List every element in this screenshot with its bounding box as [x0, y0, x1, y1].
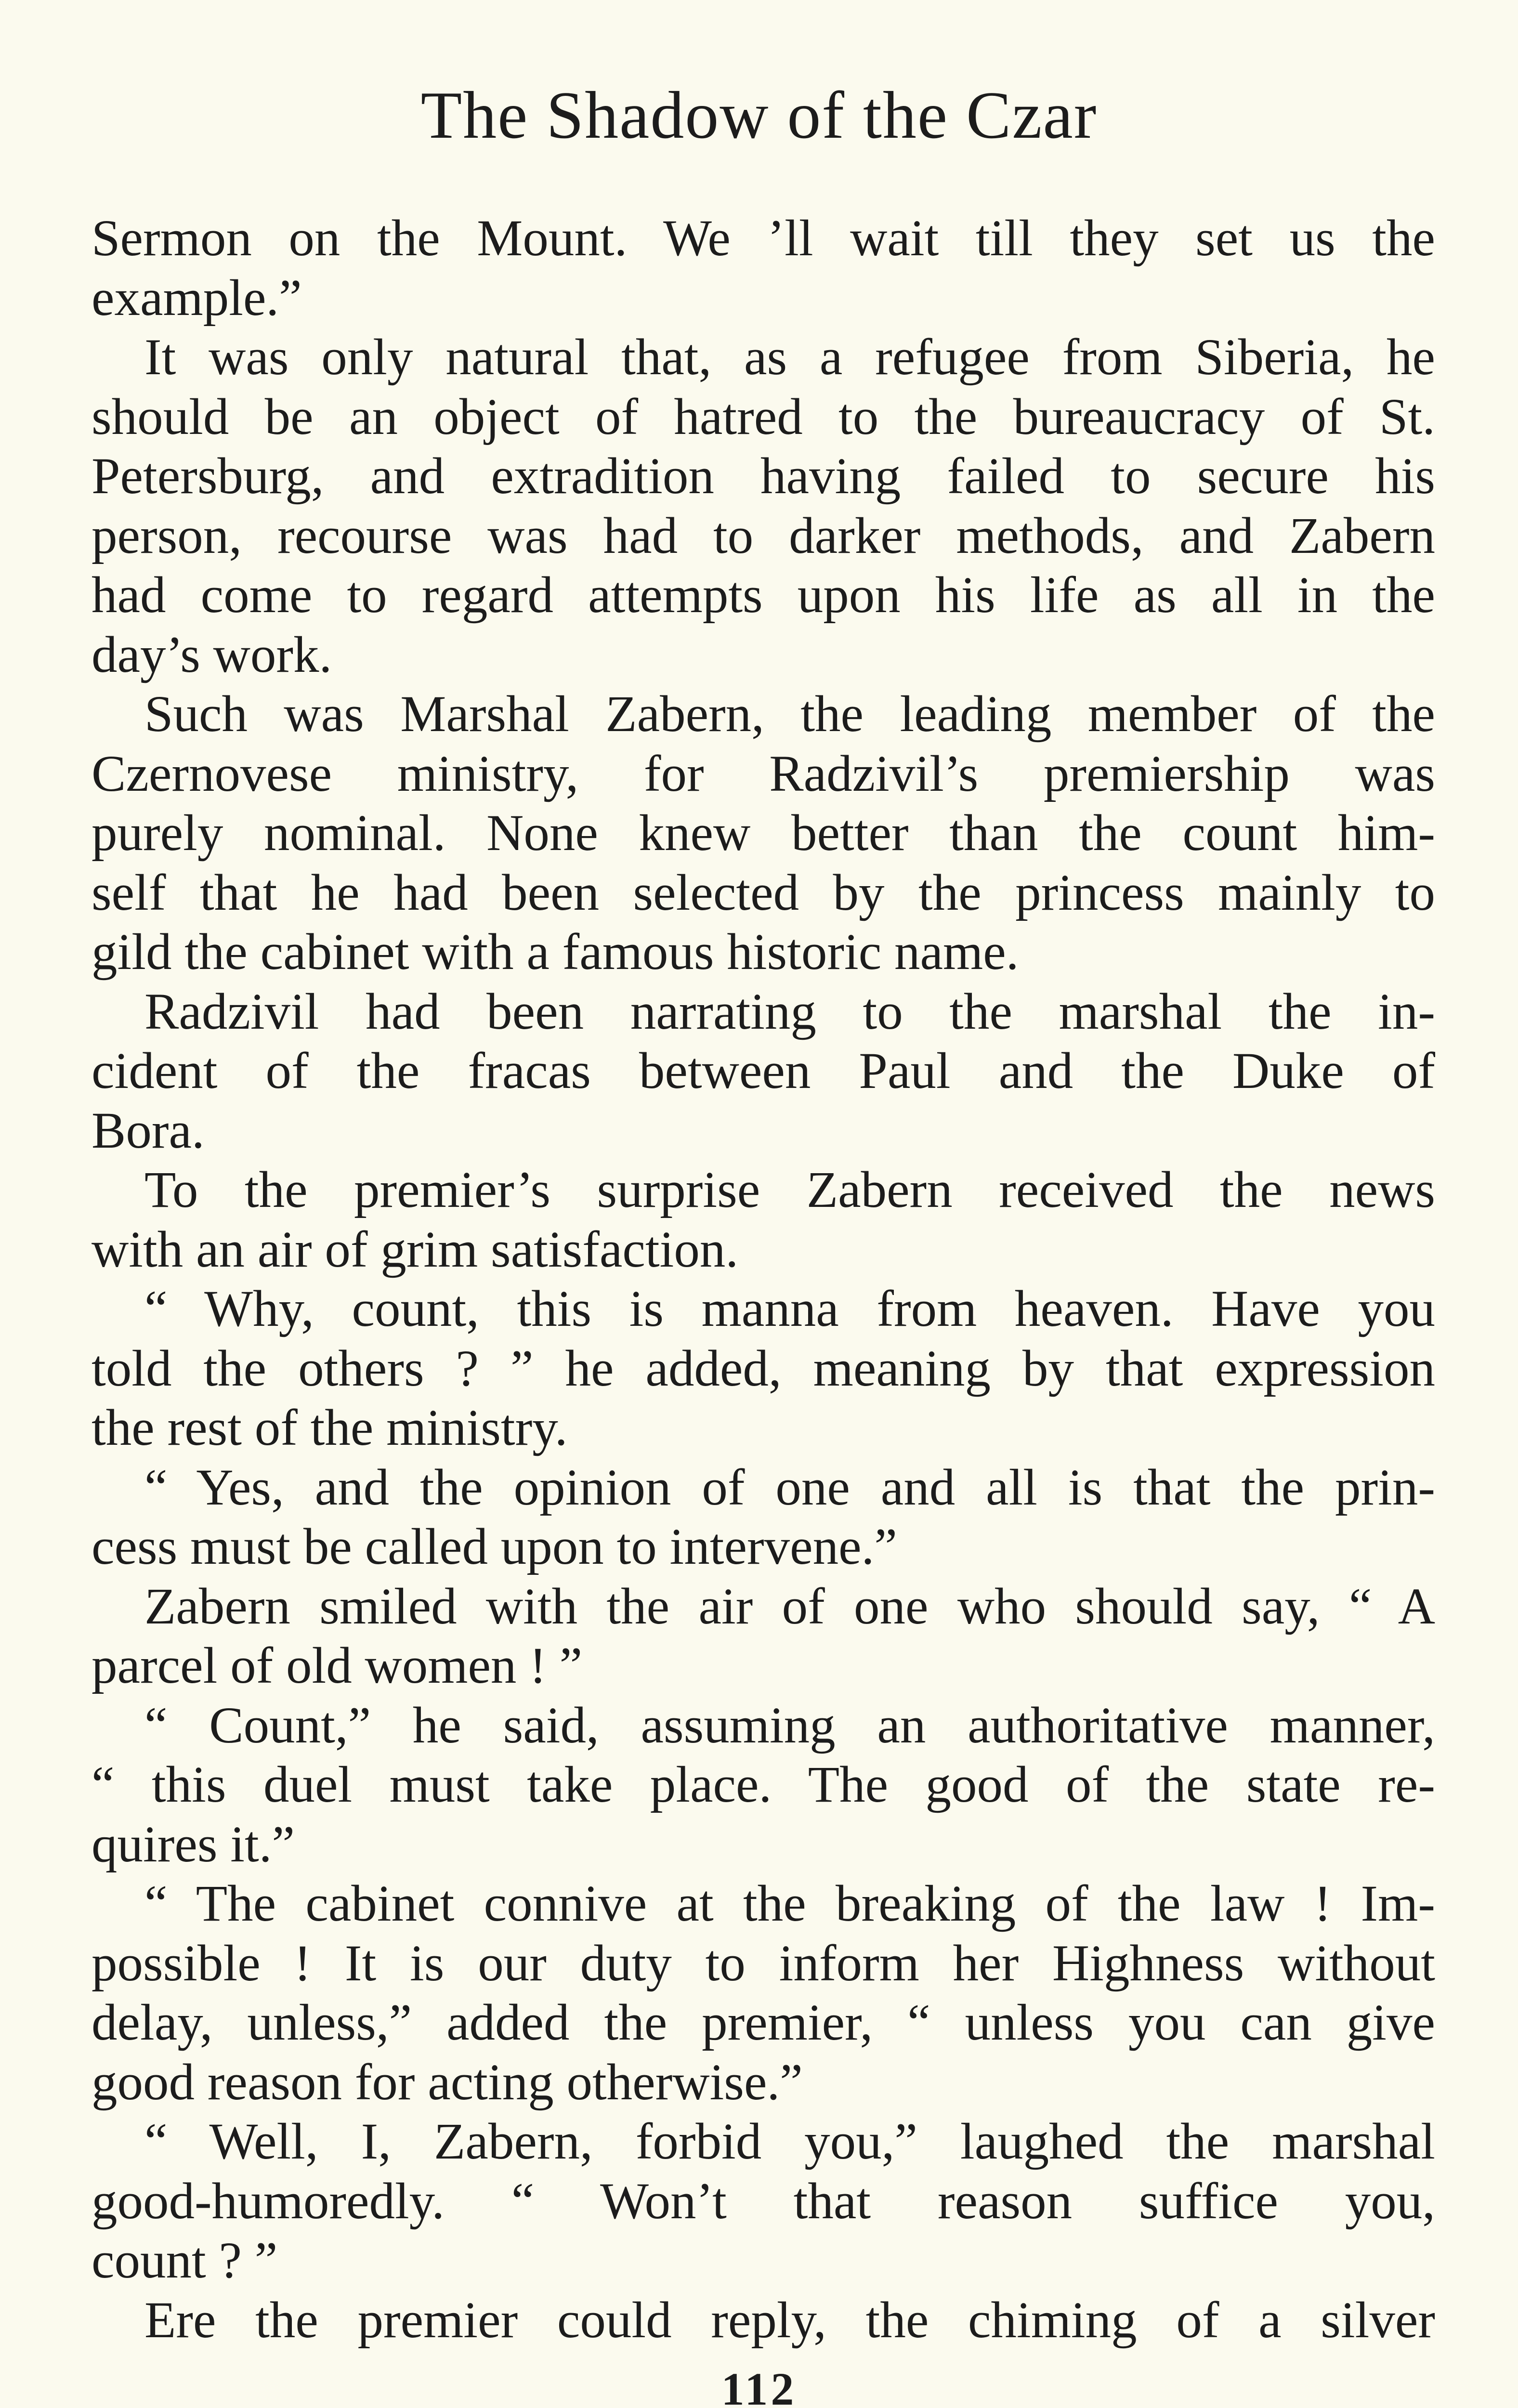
text-line: “ Count,” he said, assuming an authoritative manner,: [144, 1697, 1435, 1754]
text-line: good reason for acting otherwise.”: [92, 2054, 803, 2111]
text-line: count ? ”: [92, 2232, 278, 2289]
text-line: told the others ? ” he added, meaning by that expression: [92, 1340, 1435, 1397]
text-line: “ The cabinet connive at the breaking of the law ! Im-: [144, 1875, 1435, 1932]
page-body-text: [92, 209, 1435, 2350]
text-line: parcel of old women ! ”: [92, 1637, 583, 1694]
text-line: It was only natural that, as a refugee from Siberia, he: [144, 329, 1435, 386]
text-line: “ Well, I, Zabern, forbid you,” laughed the marshal: [144, 2113, 1435, 2170]
text-line: good-humoredly. “ Won’t that reason suffice you,: [92, 2172, 1435, 2230]
text-line: gild the cabinet with a famous historic name.: [92, 924, 1019, 981]
text-line: self that he had been selected by the princess mainly to: [92, 864, 1435, 921]
text-line: “ Yes, and the opinion of one and all is that the prin-: [144, 1459, 1435, 1516]
text-line: cess must be called upon to intervene.”: [92, 1518, 897, 1575]
text-line: day’s work.: [92, 626, 332, 683]
text-line: Such was Marshal Zabern, the leading member of the: [144, 686, 1435, 743]
text-line: purely nominal. None knew better than the count him-: [92, 805, 1435, 862]
text-line: possible ! It is our duty to inform her Highness without: [92, 1935, 1435, 1992]
text-line: example.”: [92, 269, 302, 327]
text-line: Sermon on the Mount. We ’ll wait till they set us the: [92, 210, 1435, 267]
text-line: cident of the fracas between Paul and the Duke of: [92, 1043, 1435, 1099]
text-line: delay, unless,” added the premier, “ unless you can give: [92, 1994, 1435, 2051]
text-line: Petersburg, and extradition having failed to secure his: [92, 448, 1435, 505]
text-line: Zabern smiled with the air of one who should say, “ A: [144, 1578, 1435, 1635]
text-line: should be an object of hatred to the bureaucracy of St.: [92, 388, 1435, 445]
text-line: the rest of the ministry.: [92, 1400, 568, 1456]
text-line: Bora.: [92, 1102, 205, 1159]
text-line: Ere the premier could reply, the chiming of a silver: [144, 2291, 1435, 2349]
text-line: quires it.”: [92, 1816, 295, 1873]
page-number: 112: [721, 2363, 797, 2408]
text-line: “ this duel must take place. The good of the state re-: [92, 1756, 1435, 1813]
text-line: Radzivil had been narrating to the marshal the in-: [144, 983, 1435, 1040]
text-line: “ Why, count, this is manna from heaven. Have you: [144, 1281, 1435, 1337]
text-line: Czernovese ministry, for Radzivil’s premiership was: [92, 745, 1435, 802]
text-line: with an air of grim satisfaction.: [92, 1221, 739, 1278]
text-line: To the premier’s surprise Zabern received the news: [144, 1162, 1435, 1218]
running-title: The Shadow of the Czar: [420, 78, 1098, 153]
text-line: had come to regard attempts upon his life as all in the: [92, 567, 1435, 624]
text-line: person, recourse was had to darker methods, and Zabern: [92, 507, 1435, 564]
